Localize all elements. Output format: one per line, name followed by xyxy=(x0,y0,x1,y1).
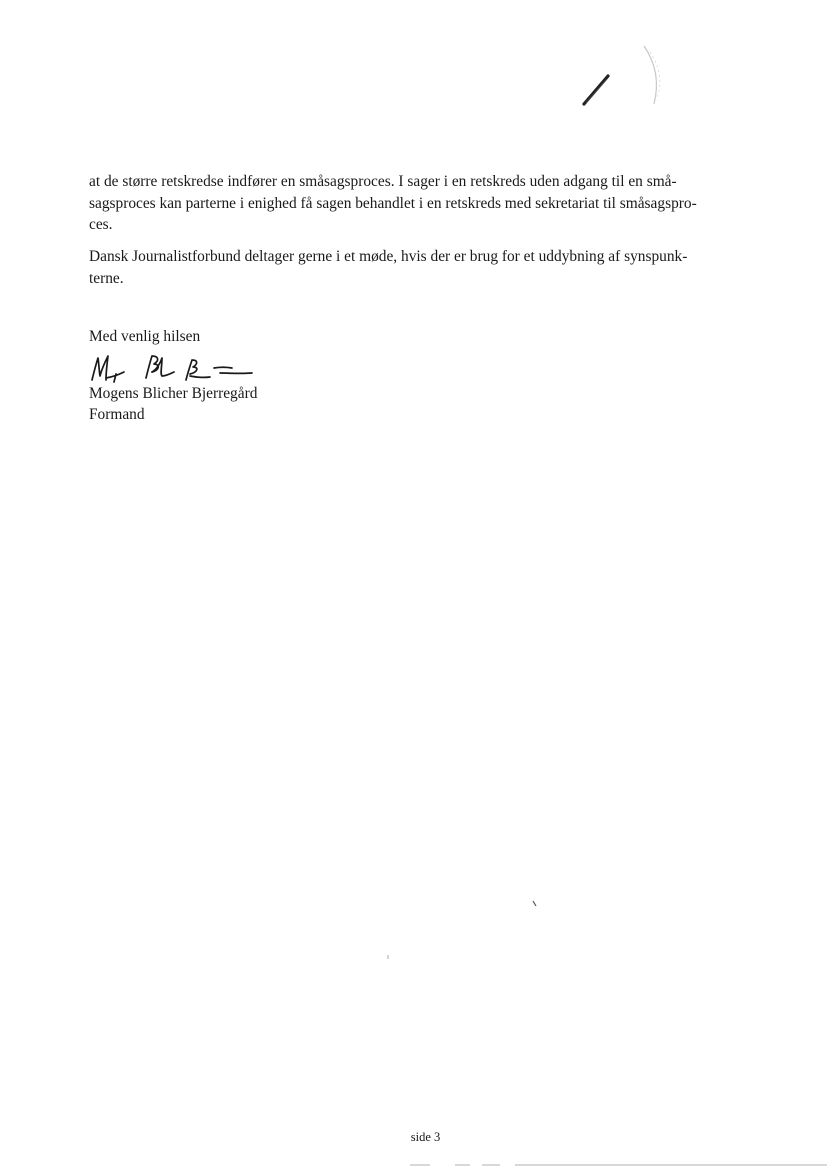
signer-title: Formand xyxy=(89,406,145,423)
body-paragraph-2 xyxy=(89,246,749,289)
body-paragraph-1 xyxy=(89,171,749,236)
handwritten-signature xyxy=(86,350,266,384)
scan-bottom-edge xyxy=(0,1160,827,1169)
page-number: side 3 xyxy=(410,1130,441,1144)
text-line: ces. xyxy=(89,216,113,233)
text-line: sagsproces kan parterne i enighed få sagen behandlet i en retskreds med sekretariat til småsagspro- xyxy=(89,194,697,212)
text-line: terne. xyxy=(89,269,124,287)
scan-pen-mark xyxy=(578,70,618,110)
text-line: at de større retskredse indfører en småsagsproces. I sager i en retskreds uden adgang til en små- xyxy=(89,173,677,190)
scan-speck xyxy=(386,954,390,960)
scan-speck xyxy=(532,900,538,908)
signer-name: Mogens Blicher Bjerregård xyxy=(89,385,258,402)
scan-bracket-mark xyxy=(640,42,670,112)
closing-greeting: Med venlig hilsen xyxy=(89,328,201,345)
text-line: Dansk Journalistforbund deltager gerne i et møde, hvis der er brug for et uddybning af synspunk- xyxy=(89,248,688,265)
